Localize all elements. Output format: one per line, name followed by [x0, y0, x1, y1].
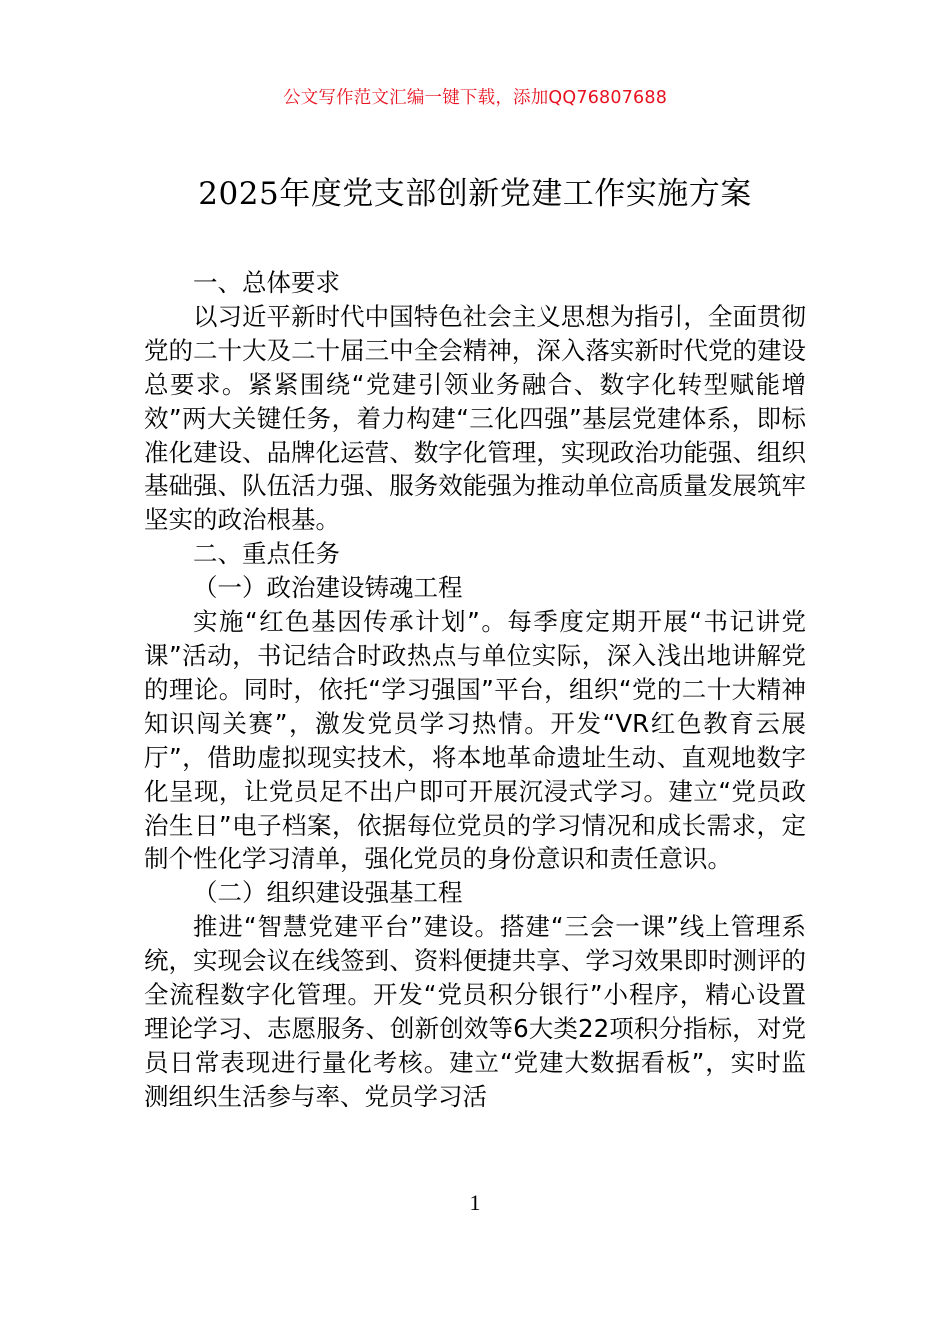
section-heading-key-tasks: 二、重点任务 — [193, 539, 340, 569]
subsection-heading-organization-building: （二）组织建设强基工程 — [193, 878, 463, 908]
document-body — [144, 266, 806, 1114]
document-title: 2025年度党支部创新党建工作实施方案 — [198, 176, 752, 212]
paragraph-organization-building: 推进“智慧党建平台”建设。搭建“三会一课”线上管理系统，实现会议在线签到、资料便捷共享、学习效果即时测评的全流程数字化管理。开发“党员积分银行”小程序，精心设置理论学习、志愿服务、创新创效等6大类22项积分指标，对党员日常表现进行量化考核。建立“党建大数据看板”，实时监测组织生活参与率、党员学习活 — [144, 912, 806, 1111]
paragraph-political-building: 实施“红色基因传承计划”。每季度定期开展“书记讲党课”活动，书记结合时政热点与单位实际，深入浅出地讲解党的理论。同时，依托“学习强国”平台，组织“党的二十大精神知识闯关赛”，激发党员学习热情。开发“VR红色教育云展厅”，借助虚拟现实技术，将本地革命遗址生动、直观地数字化呈现，让党员足不出户即可开展沉浸式学习。建立“党员政治生日”电子档案，依据每位党员的学习情况和成长需求，定制个性化学习清单，强化党员的身份意识和责任意识。 — [144, 607, 806, 874]
section-heading-general-requirements: 一、总体要求 — [193, 268, 340, 297]
download-banner: 公文写作范文汇编一键下载，添加QQ76807688 — [282, 88, 668, 108]
page-number: 1 — [469, 1190, 481, 1215]
subsection-heading-political-building: （一）政治建设铸魂工程 — [193, 573, 463, 603]
paragraph-general-requirements: 以习近平新时代中国特色社会主义思想为指引，全面贯彻党的二十大及二十届三中全会精神，深入落实新时代党的建设总要求。紧紧围绕“党建引领业务融合、数字化转型赋能增效”两大关键任务，着力构建“三化四强”基层党建体系，即标准化建设、品牌化运营、数字化管理，实现政治功能强、组织基础强、队伍活力强、服务效能强为推动单位高质量发展筑牢坚实的政治根基。 — [144, 301, 806, 535]
